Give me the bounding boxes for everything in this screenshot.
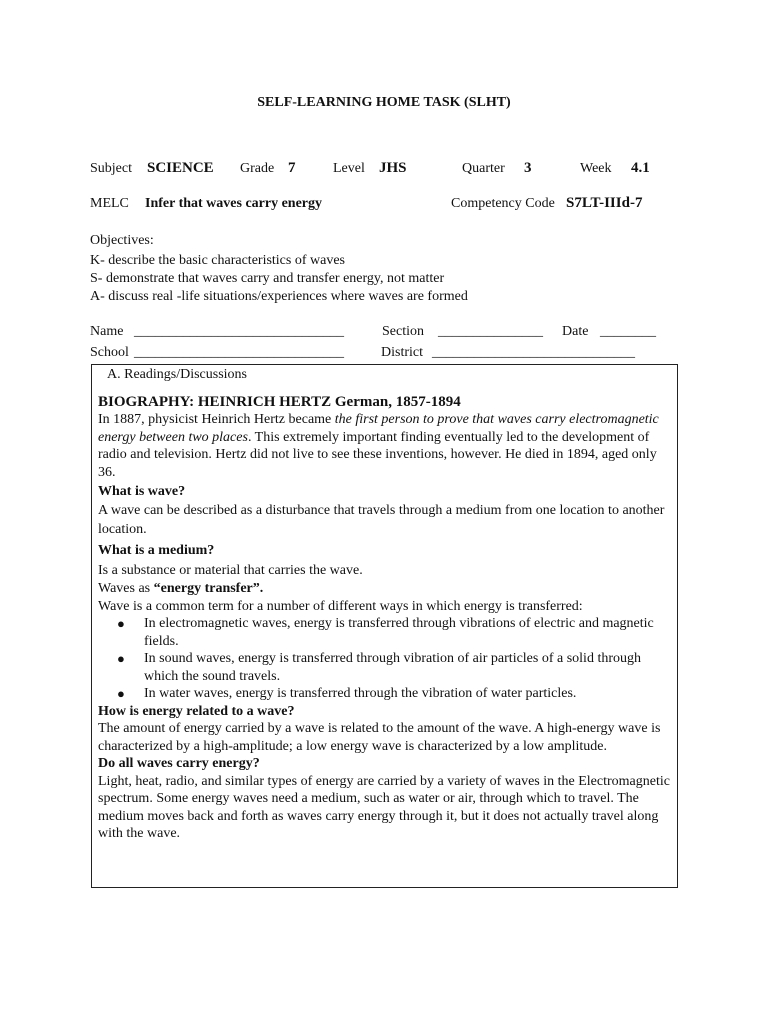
bullet-icon: ● <box>117 651 125 666</box>
bullet-icon: ● <box>117 616 125 631</box>
objectives-heading: Objectives: <box>90 233 154 248</box>
waves-energy-transfer <box>98 580 673 598</box>
objective-s: S- demonstrate that waves carry and transfer energy, not matter <box>90 271 445 286</box>
list-item-text: In sound waves, energy is transferred through vibration of air particles of a solid through which the sound travels. <box>144 651 641 684</box>
subject-value: SCIENCE <box>147 160 214 176</box>
bio-text-italic: the first person to prove that waves carry electromagnetic energy between two places <box>98 412 659 445</box>
readings-content <box>98 366 673 843</box>
readings-heading: A. Readings/Discussions <box>107 367 247 382</box>
bio-text-start: In 1887, physicist Heinrich Hertz became <box>98 412 335 427</box>
grade-value: 7 <box>288 160 296 176</box>
quarter-value: 3 <box>524 160 532 176</box>
transfer-list <box>98 615 673 703</box>
bullet-icon: ● <box>117 686 125 701</box>
date-field[interactable]: ________ <box>600 324 656 339</box>
competency-value: S7LT-IIId-7 <box>566 195 643 211</box>
list-item <box>98 685 673 703</box>
question-energy-related: How is energy related to a wave? <box>98 703 295 719</box>
answer-what-is-medium: Is a substance or material that carries the wave. <box>98 563 363 578</box>
objective-k: K- describe the basic characteristics of waves <box>90 253 345 268</box>
bio-text-end: . This extremely important finding eventually led to the development of radio and television. Hertz did not live to see these inventions, however. He died in 1894, aged only 36. <box>98 429 657 480</box>
level-label: Level <box>333 161 365 176</box>
biography-text <box>98 411 673 481</box>
question-what-is-medium: What is a medium? <box>98 542 215 558</box>
subject-label: Subject <box>90 161 132 176</box>
level-value: JHS <box>379 160 407 176</box>
page-title: SELF-LEARNING HOME TASK (SLHT) <box>257 95 511 110</box>
week-label: Week <box>580 161 612 176</box>
grade-label: Grade <box>240 161 275 176</box>
list-item <box>98 615 673 650</box>
school-label: School <box>90 345 129 360</box>
answer-what-is-wave: A wave can be described as a disturbance that travels through a medium from one location to another location. <box>98 502 665 537</box>
biography-heading: BIOGRAPHY: HEINRICH HERTZ German, 1857-1894 <box>98 393 461 410</box>
transfer-intro: Wave is a common term for a number of different ways in which energy is transferred: <box>98 598 583 614</box>
melc-value: Infer that waves carry energy <box>145 196 323 211</box>
objective-a: A- discuss real -life situations/experiences where waves are formed <box>90 289 468 304</box>
district-label: District <box>381 345 423 360</box>
answer-all-waves: Light, heat, radio, and similar types of energy are carried by a variety of waves in the Electromagnetic spectrum. Some energy waves need a medium, such as water or air, through which to travel. The medium moves back and forth as waves carry energy through it, but it does not actually travel along with the wave. <box>98 773 670 841</box>
section-label: Section <box>382 324 424 339</box>
list-item-text: In electromagnetic waves, energy is transferred through vibrations of electric and magnetic fields. <box>144 616 654 649</box>
section-field[interactable]: _______________ <box>438 324 543 339</box>
question-all-waves: Do all waves carry energy? <box>98 756 260 771</box>
school-field[interactable]: ______________________________ <box>134 345 344 360</box>
quarter-label: Quarter <box>462 161 505 176</box>
question-what-is-wave: What is wave? <box>98 484 186 499</box>
competency-label: Competency Code <box>451 196 555 211</box>
name-field[interactable]: ______________________________ <box>134 324 344 339</box>
melc-label: MELC <box>90 196 129 211</box>
week-value: 4.1 <box>631 160 650 176</box>
list-item <box>98 650 673 685</box>
name-label: Name <box>90 324 124 339</box>
transfer-text: Waves as <box>98 581 154 596</box>
district-field[interactable]: _____________________________ <box>432 345 635 360</box>
transfer-bold: “energy transfer”. <box>153 581 264 596</box>
list-item-text: In water waves, energy is transferred through the vibration of water particles. <box>144 686 577 701</box>
answer-energy-related: The amount of energy carried by a wave is related to the amount of the wave. A high-energy wave is characterized by a high-amplitude; a low energy wave is characterized by a low amplitude. <box>98 721 661 754</box>
date-label: Date <box>562 324 589 339</box>
